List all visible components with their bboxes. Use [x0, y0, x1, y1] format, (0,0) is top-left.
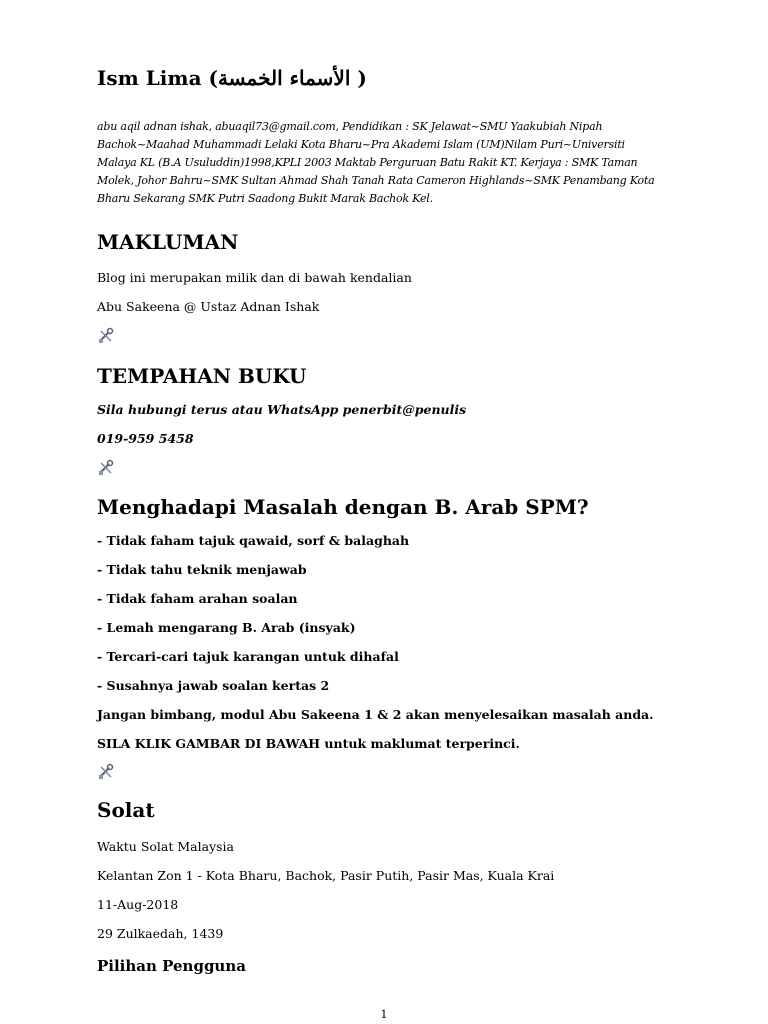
- page-number: 1: [380, 1008, 388, 1021]
- solat-zone: Kelantan Zon 1 - Kota Bharu, Bachok, Pasir Putih, Pasir Mas, Kuala Krai: [97, 868, 555, 883]
- masalah-item: - Tercari-cari tajuk karangan untuk dihafal: [97, 649, 399, 664]
- solat-hijri-date: 29 Zulkaedah, 1439: [97, 926, 224, 941]
- tempahan-heading: TEMPAHAN BUKU: [97, 364, 307, 388]
- masalah-item: - Lemah mengarang B. Arab (insyak): [97, 620, 356, 635]
- makluman-line-1: Blog ini merupakan milik dan di bawah kendalian: [97, 270, 412, 285]
- masalah-item: - Tidak faham arahan soalan: [97, 591, 298, 606]
- broken-image-icon[interactable]: [97, 763, 115, 781]
- masalah-item: - Susahnya jawab soalan kertas 2: [97, 678, 330, 693]
- masalah-closing-2: SILA KLIK GAMBAR DI BAWAH untuk maklumat terperinci.: [97, 736, 520, 751]
- masalah-heading: Menghadapi Masalah dengan B. Arab SPM?: [97, 495, 589, 519]
- page-title: Ism Lima (الأسماء الخمسة ): [97, 66, 367, 90]
- makluman-line-2: Abu Sakeena @ Ustaz Adnan Ishak: [97, 299, 320, 314]
- pilihan-heading: Pilihan Pengguna: [97, 957, 246, 975]
- masalah-item: - Tidak tahu teknik menjawab: [97, 562, 307, 577]
- solat-heading: Solat: [97, 798, 155, 822]
- broken-image-icon[interactable]: [97, 459, 115, 477]
- masalah-closing-1: Jangan bimbang, modul Abu Sakeena 1 & 2 akan menyelesaikan masalah anda.: [97, 707, 654, 722]
- broken-image-icon[interactable]: [97, 327, 115, 345]
- masalah-item: - Tidak faham tajuk qawaid, sorf & balaghah: [97, 533, 410, 548]
- solat-line-1: Waktu Solat Malaysia: [97, 839, 234, 854]
- tempahan-contact-text: Sila hubungi terus atau WhatsApp penerbit@penulis: [97, 402, 467, 417]
- author-profile: abu aqil adnan ishak, abuaqil73@gmail.com, Pendidikan : SK Jelawat~SMU Yaakubiah Nipah Bachok~Maahad Muhammadi Lelaki Kota Bharu~Pra Akademi Islam (UM)Nilam Puri~Universiti Malaya KL (B.A Usuluddin)1998,KPLI 2003 Maktab Perguruan Batu Rakit KT. Kerjaya : SMK Taman Molek, Johor Bahru~SMK Sultan Ahmad Shah Tanah Rata Cameron Highlands~SMK Penambang Kota Bharu Sekarang SMK Putri Saadong Bukit Marak Bachok Kel.: [97, 120, 655, 205]
- makluman-heading: MAKLUMAN: [97, 230, 239, 254]
- tempahan-phone: 019-959 5458: [97, 431, 194, 446]
- solat-date: 11-Aug-2018: [97, 897, 179, 912]
